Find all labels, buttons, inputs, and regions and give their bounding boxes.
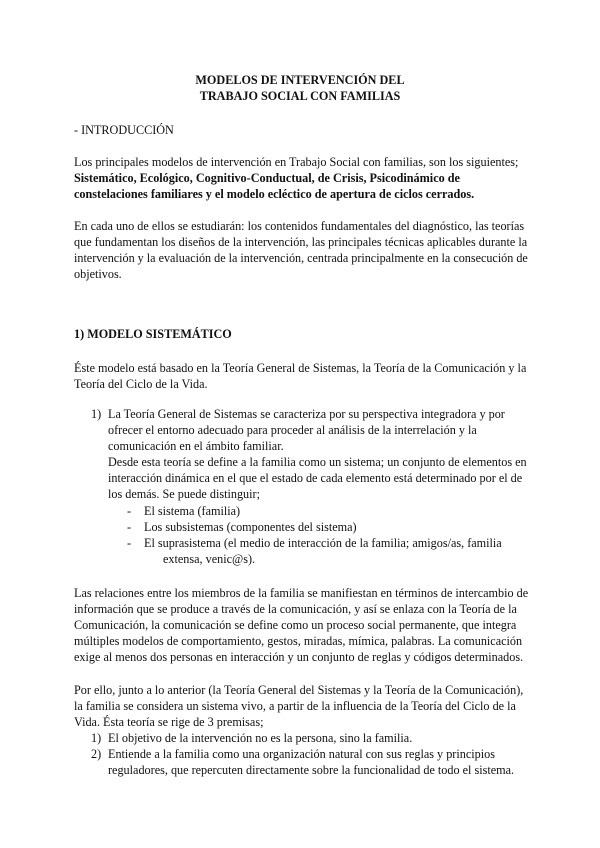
bullet-marker-1: - <box>127 504 132 518</box>
para4-line-3: Comunicación, la comunicación se define como un proceso social permanente, que integra <box>74 618 517 632</box>
item-1-number: 1) <box>91 407 102 421</box>
premise-2-line-2: reguladores, que repercuten directamente sobre la funcionalidad de todo el sistema. <box>108 763 515 777</box>
premise-2-line-1: Entiende a la familia como una organización natural con sus reglas y principios <box>108 747 495 761</box>
item-1-line-1: La Teoría General de Sistemas se caracteriza por su perspectiva integradora y por <box>108 407 505 421</box>
premise-2-number: 2) <box>91 747 102 761</box>
para5-line-3: Vida. Ésta teoría se rige de 3 premisas; <box>74 715 264 729</box>
para1-line-3-bold: constelaciones familiares y el modelo ecléctico de apertura de ciclos cerrados. <box>74 187 475 201</box>
item-1-line-5: interacción dinámica en el que el estado de cada elemento está determinado por el de <box>108 471 523 485</box>
premise-1-text: El objetivo de la intervención no es la persona, sino la familia. <box>108 731 413 745</box>
bullet-marker-3: - <box>127 536 132 550</box>
section-1-heading: 1) MODELO SISTEMÁTICO <box>74 327 232 341</box>
para4-line-4: múltiples modelos de comportamiento, gestos, miradas, mímica, palabras. La comunicación <box>74 634 523 648</box>
bullet-item-2: Los subsistemas (componentes del sistema) <box>144 520 357 534</box>
para5-line-1: Por ello, junto a lo anterior (la Teoría General del Sistemas y la Teoría de la Comunicación), <box>74 683 524 697</box>
para3-line-1: Éste modelo está basado en la Teoría General de Sistemas, la Teoría de la Comunicación y la <box>74 361 527 375</box>
para2-line-4: objetivos. <box>74 267 122 281</box>
bullet-item-1: El sistema (familia) <box>144 504 241 518</box>
item-1-line-6: los demás. Se puede distinguir; <box>108 487 260 501</box>
item-1-line-2: ofrecer el entorno adecuado para proceder al análisis de la interrelación y la <box>108 423 477 437</box>
para2-line-3: intervención y la evaluación de la intervención, centrada principalmente en la consecución de <box>74 251 528 265</box>
para2-line-1: En cada uno de ellos se estudiarán: los contenidos fundamentales del diagnóstico, las teorías <box>74 219 525 233</box>
para1-line-2-bold: Sistemático, Ecológico, Cognitivo-Conductual, de Crisis, Psicodinámico de <box>74 171 460 185</box>
para4-line-1: Las relaciones entre los miembros de la familia se manifiestan en términos de intercambio de <box>74 586 529 600</box>
para4-line-2: información que se produce a través de la comunicación, y así se enlaza con la Teoría de la <box>74 602 517 616</box>
para2-line-2: que fundamentan los diseños de la intervención, las principales técnicas aplicables durante la <box>74 235 528 249</box>
item-1-line-4: Desde esta teoría se define a la familia como un sistema; un conjunto de elementos en <box>108 455 527 469</box>
bullet-item-3-line-1: El suprasistema (el medio de interacción de la familia; amigos/as, familia <box>144 536 502 550</box>
para4-line-5: exige al menos dos personas en interacción y un conjunto de reglas y códigos determinados. <box>74 650 524 664</box>
document-title-line-1: MODELOS DE INTERVENCIÓN DEL <box>195 73 405 87</box>
para5-line-2: la familia se considera un sistema vivo, a partir de la influencia de la Teoría del Ciclo de la <box>74 699 516 713</box>
bullet-marker-2: - <box>127 520 132 534</box>
para1-line-1: Los principales modelos de intervención en Trabajo Social con familias, son los siguientes; <box>74 155 519 169</box>
document-title-line-2: TRABAJO SOCIAL CON FAMILIAS <box>199 89 401 103</box>
bullet-item-3-line-2: extensa, venic@s). <box>163 552 256 566</box>
premise-1-number: 1) <box>91 731 102 745</box>
intro-heading: - INTRODUCCIÓN <box>74 123 174 137</box>
item-1-line-3: comunicación en el ámbito familiar. <box>108 439 284 453</box>
para3-line-2: Teoría del Ciclo de la Vida. <box>74 377 208 391</box>
